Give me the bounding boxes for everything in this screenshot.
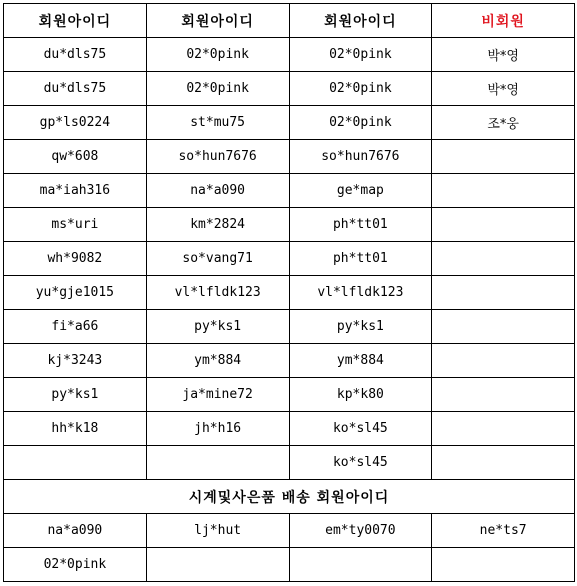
table-cell: lj*hut [146, 514, 289, 548]
table-cell: em*ty0070 [289, 514, 432, 548]
table-row [4, 344, 575, 378]
section-title: 시계및사은품 배송 회원아이디 [4, 480, 575, 514]
table-cell: 02*0pink [146, 72, 289, 106]
table-cell [289, 548, 432, 582]
table-cell: ym*884 [289, 344, 432, 378]
table-cell: du*dls75 [4, 72, 147, 106]
table-cell: na*a090 [4, 514, 147, 548]
table-cell: vl*lfldk123 [289, 276, 432, 310]
table-cell: so*hun7676 [146, 140, 289, 174]
table-row [4, 38, 575, 72]
table-row [4, 548, 575, 582]
table-cell: qw*608 [4, 140, 147, 174]
non-member-cell [432, 446, 575, 480]
non-member-cell [432, 174, 575, 208]
table-cell: 02*0pink [289, 106, 432, 140]
table-row [4, 72, 575, 106]
table-cell: ph*tt01 [289, 208, 432, 242]
table-cell: kp*k80 [289, 378, 432, 412]
table-cell: ym*884 [146, 344, 289, 378]
table-cell [146, 446, 289, 480]
table-row [4, 174, 575, 208]
table-row [4, 140, 575, 174]
table-cell [146, 548, 289, 582]
table-row [4, 446, 575, 480]
non-member-cell [432, 344, 575, 378]
table-cell: hh*k18 [4, 412, 147, 446]
table-cell: ko*sl45 [289, 446, 432, 480]
table-cell: 02*0pink [4, 548, 147, 582]
table-header-row [4, 4, 575, 38]
table-row [4, 514, 575, 548]
header-member-id-3: 회원아이디 [289, 4, 432, 38]
non-member-cell [432, 378, 575, 412]
non-member-cell: 박*영 [432, 72, 575, 106]
table-row [4, 310, 575, 344]
header-member-id-2: 회원아이디 [146, 4, 289, 38]
table-cell: na*a090 [146, 174, 289, 208]
table-cell: ma*iah316 [4, 174, 147, 208]
table-cell: 02*0pink [146, 38, 289, 72]
table-cell: so*hun7676 [289, 140, 432, 174]
table-cell: ms*uri [4, 208, 147, 242]
table-cell: km*2824 [146, 208, 289, 242]
table-cell: du*dls75 [4, 38, 147, 72]
header-non-member: 비회원 [432, 4, 575, 38]
table-cell: ge*map [289, 174, 432, 208]
table-cell: py*ks1 [289, 310, 432, 344]
table-cell: ph*tt01 [289, 242, 432, 276]
table-row [4, 106, 575, 140]
non-member-cell [432, 310, 575, 344]
section-header-row [4, 480, 575, 514]
table-cell: so*vang71 [146, 242, 289, 276]
table-row [4, 378, 575, 412]
table-cell: fi*a66 [4, 310, 147, 344]
non-member-cell: 조*웅 [432, 106, 575, 140]
table-cell: yu*gje1015 [4, 276, 147, 310]
table-row [4, 276, 575, 310]
member-id-table [3, 3, 575, 582]
non-member-cell [432, 412, 575, 446]
non-member-cell [432, 276, 575, 310]
non-member-cell: 박*영 [432, 38, 575, 72]
table-cell: py*ks1 [4, 378, 147, 412]
table-row [4, 208, 575, 242]
table-cell: gp*ls0224 [4, 106, 147, 140]
non-member-cell [432, 140, 575, 174]
table-cell: 02*0pink [289, 38, 432, 72]
table-cell [4, 446, 147, 480]
table-cell: kj*3243 [4, 344, 147, 378]
table-cell: jh*h16 [146, 412, 289, 446]
table-cell: ja*mine72 [146, 378, 289, 412]
table-cell: 02*0pink [289, 72, 432, 106]
header-member-id-1: 회원아이디 [4, 4, 147, 38]
table-cell: vl*lfldk123 [146, 276, 289, 310]
table-row [4, 412, 575, 446]
non-member-cell [432, 242, 575, 276]
table-cell: py*ks1 [146, 310, 289, 344]
table-cell: st*mu75 [146, 106, 289, 140]
table-cell: ne*ts7 [432, 514, 575, 548]
table-cell: ko*sl45 [289, 412, 432, 446]
table-row [4, 242, 575, 276]
table-cell [432, 548, 575, 582]
non-member-cell [432, 208, 575, 242]
table-cell: wh*9082 [4, 242, 147, 276]
